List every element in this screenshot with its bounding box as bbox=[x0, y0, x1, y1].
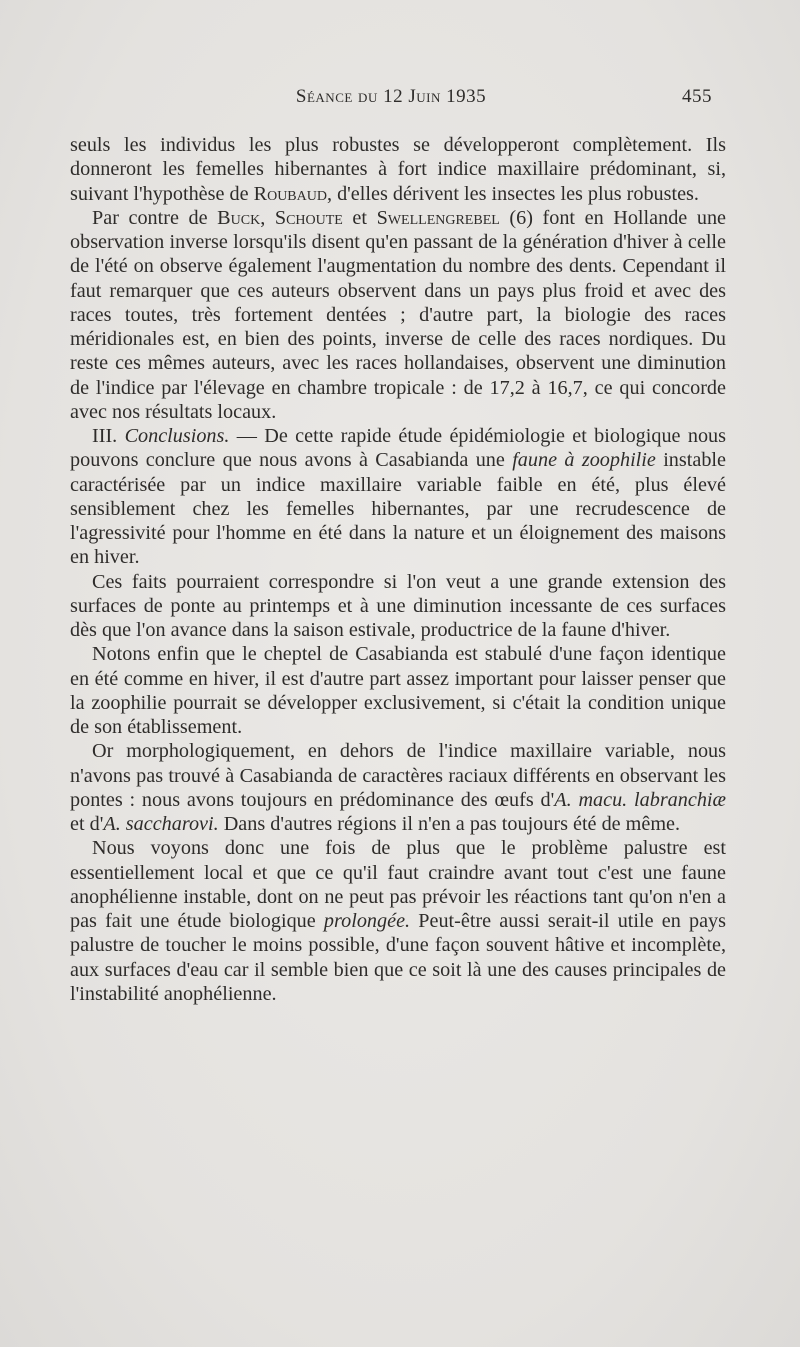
paragraph-6-text3: Dans d'autres régions il n'en a pas toujours été de même. bbox=[218, 813, 681, 835]
species-saccharovi: A. saccharovi. bbox=[103, 813, 219, 835]
paragraph-2 bbox=[70, 206, 726, 424]
paragraph-7 bbox=[70, 836, 726, 1006]
paragraph-3-italic: faune à zoophilie bbox=[512, 449, 656, 472]
paragraph-6 bbox=[70, 739, 726, 836]
author-schoute: Schoute bbox=[274, 206, 343, 229]
paragraph-7-italic: prolongée. bbox=[323, 910, 411, 932]
page-number: 455 bbox=[682, 86, 712, 107]
paragraph-4-text: Ces faits pourraient correspondre si l'on veut a une grande extension des surfaces de ponte au printemps et à une diminution incessante de ces surfaces dès que l'on avance dans la saison estivale, productrice de la faune d'hiver. bbox=[70, 570, 726, 641]
running-head: Séance du 12 Juin 1935 bbox=[295, 86, 487, 107]
paragraph-2-start: Par contre de bbox=[92, 206, 218, 229]
paragraph-7-text2: Peut-être aussi serait-il utile en pays palustre de toucher le moins possible, d'une façon souvent hâtive et incomplète, aux surfaces d'eau car il semble bien que ce soit là une des causes principales de l'instabilité anophélienne. bbox=[70, 910, 726, 1005]
paragraph-1-text: seuls les individus les plus robustes se développeront complètement. Ils donneront les femelles hibernantes à fort indice maxillaire prédominant, si, suivant l'hypothèse de bbox=[70, 134, 726, 205]
paragraph-5-text: Notons enfin que le cheptel de Casabianda est stabulé d'une façon identique en été comme en hiver, il est d'autre part assez important pour laisser penser que la zoophilie pourrait se développer exclusivement, si c'était la condition unique de son établissement. bbox=[70, 643, 726, 738]
species-macu-labranchiae: A. macu. labranchiæ bbox=[554, 788, 726, 811]
page-header bbox=[70, 86, 712, 112]
paragraph-5 bbox=[70, 642, 726, 739]
author-buck: Buck bbox=[217, 206, 261, 229]
body-text bbox=[70, 133, 726, 1006]
paragraph-3 bbox=[70, 424, 726, 570]
paragraph-6-text2: et d' bbox=[70, 813, 104, 835]
paragraph-4 bbox=[70, 570, 726, 643]
paragraph-3-text2: instable caractérisée par un indice maxillaire variable faible en été, plus élevé sensiblement chez les femelles hibernantes, par une recrudescence de l'agressivité pour l'homme en été dans la nature et un éloignement des maisons en hiver. bbox=[70, 449, 726, 569]
author-roubaud: Roubaud bbox=[253, 182, 327, 205]
paragraph-6-text1: Or morphologiquement, en dehors de l'indice maxillaire variable, nous n'avons pas trouvé à Casabianda de caractères raciaux différents en observant les pontes : nous avons toujours en prédominance des œufs d' bbox=[70, 740, 726, 811]
section-heading: Conclusions. bbox=[124, 425, 230, 447]
paragraph-2-sep1: , bbox=[260, 206, 275, 229]
paragraph-2-rest: (6) font en Hollande une observation inverse lorsqu'ils disent qu'en passant de la génération d'hiver à celle de l'été on observe également l'augmentation du nombre des dents. Cependant il faut remarquer que ces auteurs observent dans un pays plus froid et avec des races toutes, très fortement dentées ; d'autre part, la biologie des races méridionales est, en bien des points, inverse de celle des races nordiques. Du reste ces mêmes auteurs, avec les races hollandaises, observent une diminution de l'indice par l'élevage en chambre tropicale : de 17,2 à 16,7, ce qui concorde avec nos résultats locaux. bbox=[70, 206, 726, 423]
section-numeral: III. bbox=[92, 425, 125, 447]
paragraph-3-text1: — De cette rapide étude épidémiologie et biologique nous pouvons conclure que nous avons à Casabianda une bbox=[70, 425, 726, 472]
paragraph-1-end: , d'elles dérivent les insectes les plus robustes. bbox=[326, 182, 699, 205]
paragraph-7-text1: Nous voyons donc une fois de plus que le problème palustre est essentiellement local et que ce qu'il faut craindre avant tout c'est une faune anophélienne instable, dont on ne peut pas prévoir les réactions tant qu'on n'en a pas fait une étude biologique bbox=[70, 837, 726, 932]
paragraph-2-sep2: et bbox=[342, 206, 377, 229]
author-swellengrebel: Swellengrebel bbox=[376, 206, 500, 229]
paragraph-1 bbox=[70, 133, 726, 206]
